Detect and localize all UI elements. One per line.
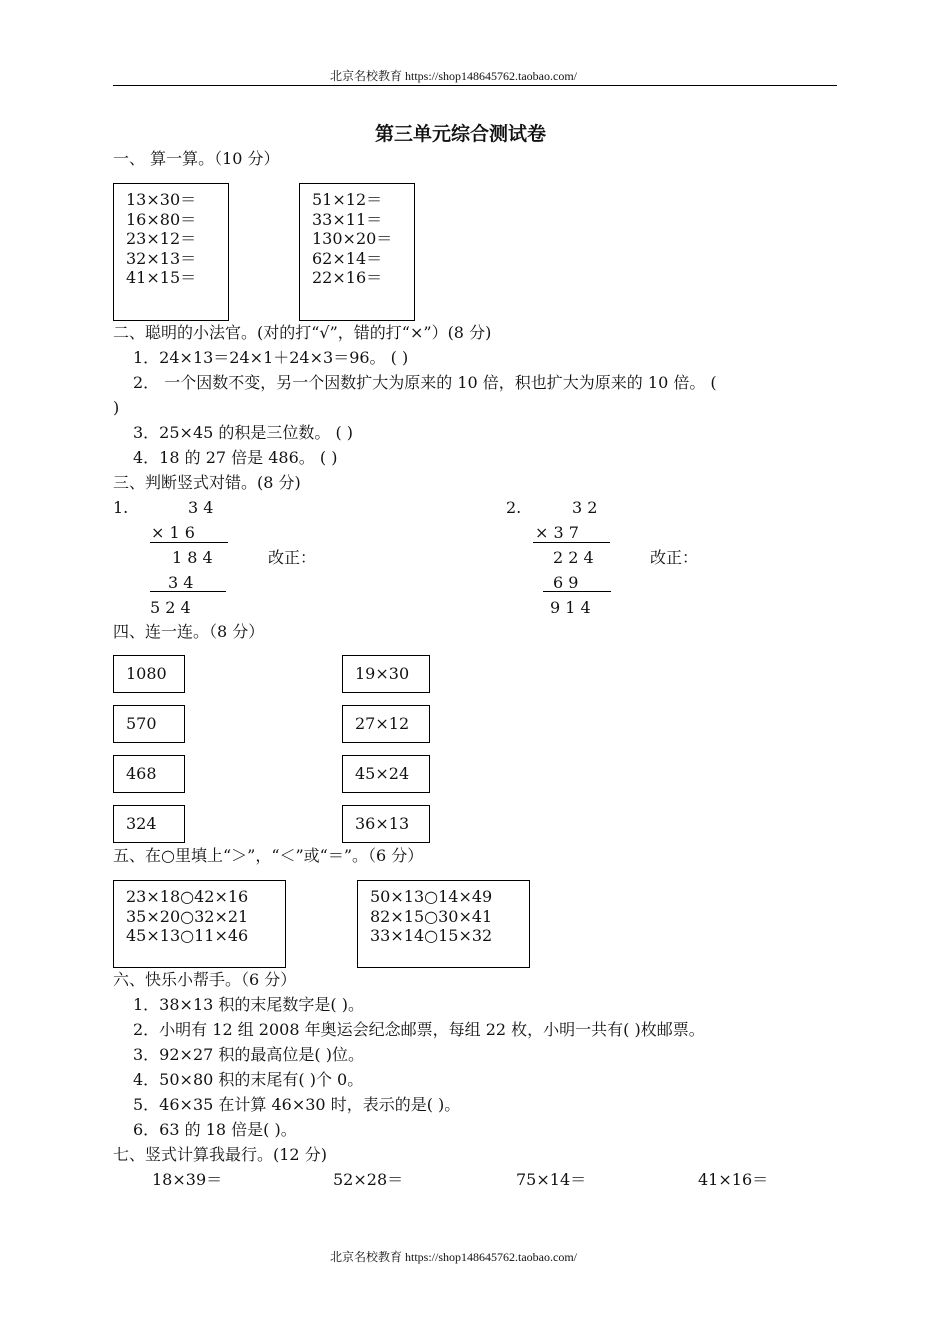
judge-item-1: 1．24×13＝24×1＋24×3＝96。 ( ) bbox=[133, 348, 409, 367]
compare-item: 33×14○15×32 bbox=[370, 926, 493, 945]
vertical-calc-2-rule-2 bbox=[543, 591, 611, 592]
judge-item-2: 2． 一个因数不变，另一个因数扩大为原来的 10 倍，积也扩大为原来的 10 倍。 ( bbox=[133, 373, 717, 392]
section-7-heading: 七、竖式计算我最行。(12 分) bbox=[113, 1145, 327, 1164]
section-1-heading: 一、 算一算。（10 分） bbox=[113, 149, 280, 168]
calc-item: 52×28＝ bbox=[333, 1170, 404, 1189]
problem: 32×13＝ bbox=[126, 248, 197, 268]
match-right-box[interactable]: 45×24 bbox=[342, 755, 430, 793]
problem: 41×15＝ bbox=[126, 268, 197, 287]
page-header: 北京名校教育 https://shop148645762.taobao.com/ bbox=[330, 69, 577, 83]
section-5-box-a bbox=[113, 880, 286, 968]
vertical-calc-1-number: 1. bbox=[113, 498, 129, 517]
section-5-box-b bbox=[357, 880, 530, 968]
match-left-box[interactable]: 570 bbox=[113, 705, 185, 743]
match-left-box[interactable]: 1080 bbox=[113, 655, 185, 693]
problem: 33×11＝ bbox=[312, 209, 383, 229]
problem: 13×30＝ bbox=[126, 190, 197, 209]
vertical-calc-2-partial-1: 2 2 4 bbox=[553, 548, 594, 567]
vertical-calc-1-fix-label: 改正： bbox=[268, 548, 317, 567]
problem: 23×12＝ bbox=[126, 229, 197, 248]
vertical-calc-2-number: 2. bbox=[506, 498, 522, 517]
fill-item: 4．50×80 积的末尾有( )个 0。 bbox=[133, 1070, 364, 1089]
compare-item: 23×18○42×16 bbox=[126, 887, 249, 906]
problem: 51×12＝ bbox=[312, 190, 383, 209]
vertical-calc-1-rule-2 bbox=[150, 591, 226, 592]
section-2-heading: 二、聪明的小法官。(对的打“√”，错的打“×”）(8 分) bbox=[113, 323, 492, 342]
fill-item: 6．63 的 18 倍是( )。 bbox=[133, 1120, 297, 1139]
fill-item: 1．38×13 积的末尾数字是( )。 bbox=[133, 995, 364, 1014]
vertical-calc-2-result: 9 1 4 bbox=[550, 598, 591, 617]
vertical-calc-2-multiplier: × 3 7 bbox=[535, 523, 579, 542]
compare-item: 82×15○30×41 bbox=[370, 906, 493, 926]
vertical-calc-1-multiplicand: 3 4 bbox=[188, 498, 214, 517]
vertical-calc-1-multiplier: × 1 6 bbox=[151, 523, 195, 542]
vertical-calc-1-rule-1 bbox=[150, 542, 228, 543]
match-left-box[interactable]: 468 bbox=[113, 755, 185, 793]
vertical-calc-2-partial-2: 6 9 bbox=[553, 573, 579, 592]
vertical-calc-2-multiplicand: 3 2 bbox=[572, 498, 598, 517]
judge-item-3: 3．25×45 的积是三位数。 ( ) bbox=[133, 423, 354, 442]
judge-item-2-paren: ) bbox=[113, 398, 120, 417]
section-6-heading: 六、快乐小帮手。（6 分） bbox=[113, 970, 297, 989]
problem: 16×80＝ bbox=[126, 209, 197, 229]
calc-item: 75×14＝ bbox=[516, 1170, 587, 1189]
match-left-box[interactable]: 324 bbox=[113, 805, 185, 843]
vertical-calc-1-result: 5 2 4 bbox=[150, 598, 191, 617]
calc-item: 41×16＝ bbox=[698, 1170, 769, 1189]
match-right-box[interactable]: 19×30 bbox=[342, 655, 430, 693]
fill-item: 5．46×35 在计算 46×30 时，表示的是( )。 bbox=[133, 1095, 461, 1114]
problem: 62×14＝ bbox=[312, 248, 383, 268]
problem: 22×16＝ bbox=[312, 268, 383, 287]
page-footer: 北京名校教育 https://shop148645762.taobao.com/ bbox=[330, 1250, 577, 1264]
section-4-heading: 四、连一连。（8 分） bbox=[113, 622, 265, 641]
section-3-heading: 三、判断竖式对错。(8 分) bbox=[113, 473, 301, 492]
compare-item: 50×13○14×49 bbox=[370, 887, 493, 906]
match-right-box[interactable]: 36×13 bbox=[342, 805, 430, 843]
fill-item: 2．小明有 12 组 2008 年奥运会纪念邮票，每组 22 枚，小明一共有( )枚邮票。 bbox=[133, 1020, 705, 1039]
section-1-box-a bbox=[113, 183, 229, 321]
page-title: 第三单元综合测试卷 bbox=[375, 123, 547, 145]
problem: 130×20＝ bbox=[312, 229, 393, 248]
compare-item: 35×20○32×21 bbox=[126, 906, 249, 926]
match-right-box[interactable]: 27×12 bbox=[342, 705, 430, 743]
section-1-box-b bbox=[299, 183, 415, 321]
vertical-calc-2-rule-1 bbox=[533, 542, 610, 543]
compare-item: 45×13○11×46 bbox=[126, 926, 249, 945]
judge-item-4: 4．18 的 27 倍是 486。 ( ) bbox=[133, 448, 338, 467]
header-rule bbox=[113, 85, 837, 86]
calc-item: 18×39＝ bbox=[152, 1170, 223, 1189]
fill-item: 3．92×27 积的最高位是( )位。 bbox=[133, 1045, 364, 1064]
vertical-calc-1-partial-2: 3 4 bbox=[168, 573, 194, 592]
vertical-calc-1-partial-1: 1 8 4 bbox=[172, 548, 213, 567]
vertical-calc-2-fix-label: 改正： bbox=[650, 548, 699, 567]
section-5-heading: 五、在○里填上“＞”，“＜”或“＝”。（6 分） bbox=[113, 846, 424, 865]
